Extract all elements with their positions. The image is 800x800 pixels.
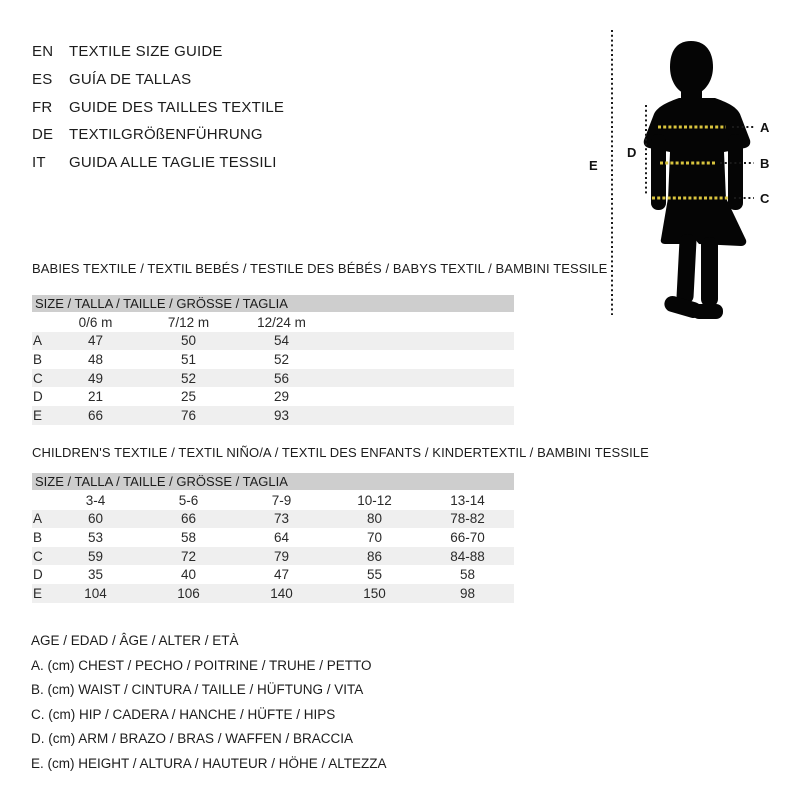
- children-section-title: CHILDREN'S TEXTILE / TEXTIL NIÑO/A / TEXTIL DES ENFANTS / KINDERTEXTIL / BAMBINI TESSILE: [32, 445, 649, 460]
- cell: 48: [87, 351, 104, 367]
- cell: 40: [180, 567, 197, 583]
- table-row-e: [32, 406, 514, 425]
- language-row-es: [32, 66, 284, 94]
- table-row-d: [32, 387, 514, 406]
- cell: 53: [87, 529, 104, 545]
- row-label: C: [33, 548, 43, 564]
- cell: 98: [459, 585, 476, 601]
- cell: 58: [459, 567, 476, 583]
- row-label: D: [33, 567, 43, 583]
- column-header: 7/12 m: [167, 314, 210, 330]
- cell: 66: [180, 511, 197, 527]
- table-row-b: [32, 350, 514, 369]
- cell: 66: [87, 407, 104, 423]
- cell: 49: [87, 370, 104, 386]
- row-label: E: [33, 407, 43, 423]
- figure-label-a: A: [760, 120, 770, 135]
- language-row-it: [32, 149, 284, 177]
- cell: 79: [273, 548, 290, 564]
- figure-label-e: E: [589, 158, 598, 173]
- cell: 104: [84, 585, 107, 601]
- cell: 93: [273, 407, 290, 423]
- table-row-b: [32, 528, 514, 547]
- legend-age: AGE / EDAD / ÂGE / ALTER / ETÀ: [31, 633, 239, 648]
- legend-hip: C. (cm) HIP / CADERA / HANCHE / HÜFTE / HIPS: [31, 706, 336, 722]
- cell: 21: [87, 389, 104, 405]
- column-header: 12/24 m: [257, 314, 306, 330]
- table-row-a: [32, 332, 514, 351]
- measurement-legend: [31, 629, 387, 777]
- cell: 54: [273, 333, 290, 349]
- figure-label-b: B: [760, 156, 770, 171]
- cell: 60: [87, 511, 104, 527]
- table-row-c: [32, 547, 514, 566]
- language-title: GUÍA DE TALLAS: [69, 71, 192, 89]
- children-column-header-row: [32, 491, 514, 510]
- cell: 58: [180, 529, 197, 545]
- language-code: FR: [32, 98, 53, 116]
- column-header: 0/6 m: [78, 314, 113, 330]
- cell: 59: [87, 548, 104, 564]
- table-row-e: [32, 584, 514, 603]
- cell: 140: [270, 585, 293, 601]
- legend-arm: D. (cm) ARM / BRAZO / BRAS / WAFFEN / BRACCIA: [31, 731, 354, 747]
- cell: 78-82: [450, 511, 485, 527]
- cell: 84-88: [450, 548, 485, 564]
- cell: 86: [366, 548, 383, 564]
- cell: 52: [180, 370, 197, 386]
- row-label: E: [33, 585, 43, 601]
- legend-waist: B. (cm) WAIST / CINTURA / TAILLE / HÜFTUNG / VITA: [31, 682, 364, 698]
- language-title: TEXTILGRÖßENFÜHRUNG: [69, 126, 263, 144]
- language-row-fr: [32, 93, 284, 121]
- cell: 55: [366, 567, 383, 583]
- language-code: EN: [32, 43, 54, 61]
- cell: 47: [273, 567, 290, 583]
- row-label: C: [33, 370, 43, 386]
- table-row-a: [32, 510, 514, 529]
- language-title: TEXTILE SIZE GUIDE: [69, 43, 223, 61]
- cell: 150: [363, 585, 386, 601]
- column-header: 3-4: [85, 492, 106, 508]
- measurement-figure: [580, 22, 780, 332]
- language-code: DE: [32, 126, 54, 144]
- cell: 73: [273, 511, 290, 527]
- child-silhouette-icon: [644, 41, 751, 320]
- row-label: B: [33, 351, 43, 367]
- row-label: A: [33, 511, 43, 527]
- column-header: 13-14: [450, 492, 485, 508]
- children-size-table: [32, 473, 514, 603]
- cell: 106: [177, 585, 200, 601]
- cell: 72: [180, 548, 197, 564]
- language-row-de: [32, 121, 284, 149]
- row-label: D: [33, 389, 43, 405]
- legend-chest: A. (cm) CHEST / PECHO / POITRINE / TRUHE / PETTO: [31, 657, 372, 673]
- babies-column-header-row: [32, 313, 514, 332]
- cell: 25: [180, 389, 197, 405]
- children-size-header-bar: SIZE / TALLA / TAILLE / GRÖSSE / TAGLIA: [32, 473, 514, 490]
- row-label: B: [33, 529, 43, 545]
- figure-label-c: C: [760, 191, 770, 206]
- table-row-d: [32, 565, 514, 584]
- cell: 51: [180, 351, 197, 367]
- cell: 35: [87, 567, 104, 583]
- language-code: ES: [32, 71, 53, 89]
- cell: 52: [273, 351, 290, 367]
- figure-label-d: D: [627, 145, 637, 160]
- cell: 80: [366, 511, 383, 527]
- babies-size-header-bar: SIZE / TALLA / TAILLE / GRÖSSE / TAGLIA: [32, 295, 514, 312]
- cell: 76: [180, 407, 197, 423]
- babies-section-title: BABIES TEXTILE / TEXTIL BEBÉS / TESTILE DES BÉBÉS / BABYS TEXTIL / BAMBINI TESSILE: [32, 261, 608, 276]
- language-code: IT: [32, 154, 46, 172]
- column-header: 10-12: [357, 492, 392, 508]
- cell: 70: [366, 529, 383, 545]
- cell: 29: [273, 389, 290, 405]
- language-title-list: [32, 38, 284, 176]
- column-header: 7-9: [271, 492, 292, 508]
- babies-size-table: [32, 295, 514, 425]
- cell: 66-70: [450, 529, 485, 545]
- language-row-en: [32, 38, 284, 66]
- language-title: GUIDA ALLE TAGLIE TESSILI: [69, 154, 277, 172]
- cell: 64: [273, 529, 290, 545]
- table-row-c: [32, 369, 514, 388]
- cell: 56: [273, 370, 290, 386]
- column-header: 5-6: [178, 492, 199, 508]
- row-label: A: [33, 333, 43, 349]
- cell: 47: [87, 333, 104, 349]
- legend-height: E. (cm) HEIGHT / ALTURA / HAUTEUR / HÖHE / ALTEZZA: [31, 755, 387, 771]
- cell: 50: [180, 333, 197, 349]
- language-title: GUIDE DES TAILLES TEXTILE: [69, 98, 285, 116]
